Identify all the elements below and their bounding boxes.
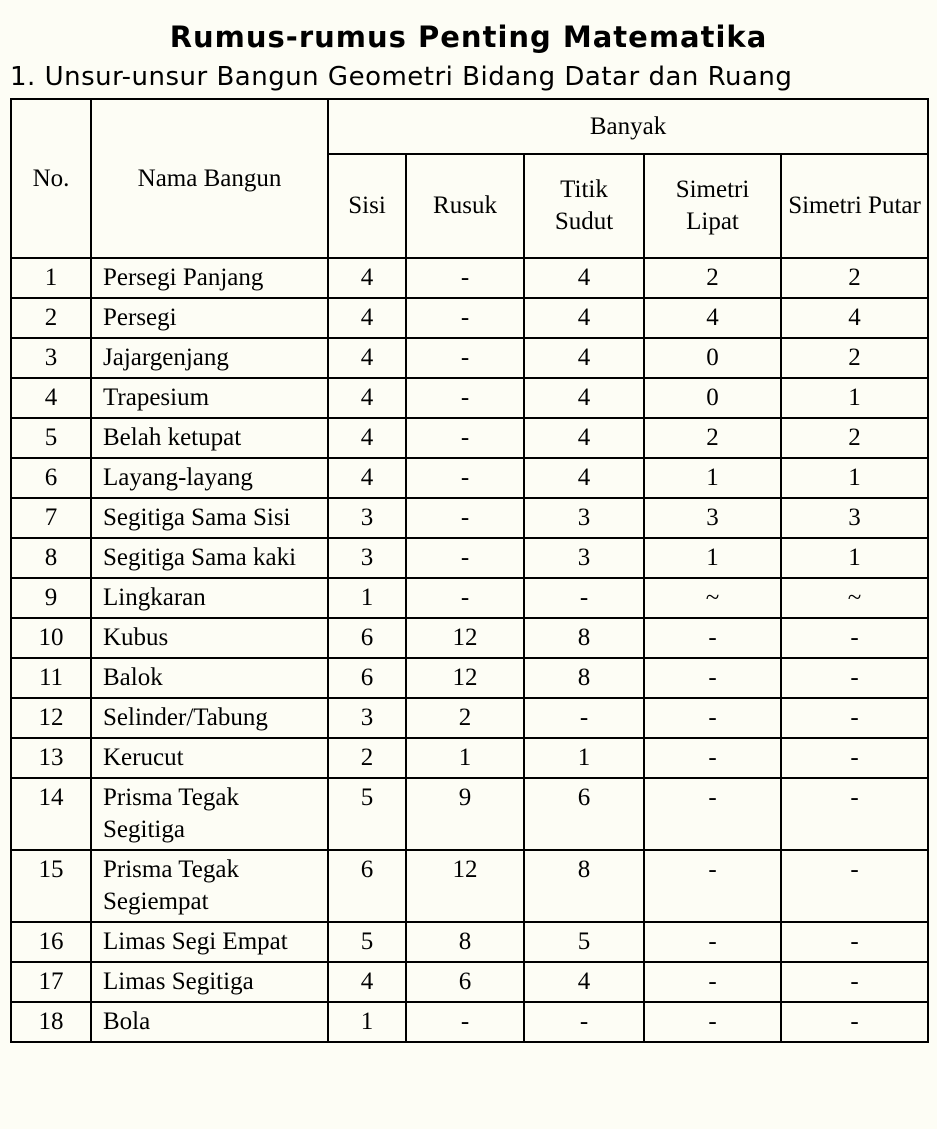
table-row [11,1002,928,1042]
cell-simetri-lipat: ~ [644,578,781,618]
cell-sisi: 4 [328,258,406,298]
cell-simetri-lipat: - [644,618,781,658]
cell-no: 15 [11,850,91,922]
cell-nama-bangun: Kubus [91,618,328,658]
header-nama-bangun: Nama Bangun [91,99,328,258]
cell-titik-sudut: - [524,578,644,618]
cell-simetri-putar: ~ [781,578,928,618]
cell-no: 8 [11,538,91,578]
table-row [11,578,928,618]
cell-simetri-putar: - [781,962,928,1002]
cell-nama-bangun: Bola [91,1002,328,1042]
cell-no: 1 [11,258,91,298]
cell-simetri-lipat: - [644,778,781,850]
cell-no: 2 [11,298,91,338]
cell-no: 18 [11,1002,91,1042]
cell-rusuk: - [406,338,524,378]
cell-rusuk: 8 [406,922,524,962]
cell-nama-bangun: Belah ketupat [91,418,328,458]
cell-simetri-putar: - [781,698,928,738]
cell-simetri-putar: - [781,738,928,778]
cell-rusuk: 12 [406,618,524,658]
cell-simetri-lipat: - [644,850,781,922]
cell-simetri-lipat: - [644,658,781,698]
cell-simetri-putar: 2 [781,418,928,458]
header-banyak: Banyak [328,99,928,154]
cell-nama-bangun: Persegi [91,298,328,338]
cell-simetri-lipat: - [644,738,781,778]
table-header [11,99,928,258]
cell-sisi: 2 [328,738,406,778]
cell-titik-sudut: 8 [524,658,644,698]
cell-nama-bangun: Lingkaran [91,578,328,618]
section-heading: 1. Unsur-unsur Bangun Geometri Bidang Datar dan Ruang [10,62,793,92]
cell-rusuk: 1 [406,738,524,778]
table-row [11,698,928,738]
cell-simetri-putar: 1 [781,538,928,578]
cell-titik-sudut: 4 [524,378,644,418]
cell-no: 14 [11,778,91,850]
cell-sisi: 4 [328,298,406,338]
cell-simetri-lipat: 0 [644,378,781,418]
table-row [11,658,928,698]
cell-simetri-putar: - [781,1002,928,1042]
cell-rusuk: - [406,1002,524,1042]
cell-titik-sudut: - [524,1002,644,1042]
cell-titik-sudut: 4 [524,418,644,458]
cell-titik-sudut: 4 [524,338,644,378]
cell-titik-sudut: 4 [524,258,644,298]
cell-sisi: 3 [328,538,406,578]
cell-rusuk: - [406,578,524,618]
cell-simetri-putar: 1 [781,378,928,418]
cell-simetri-putar: - [781,618,928,658]
cell-rusuk: - [406,538,524,578]
cell-simetri-lipat: - [644,962,781,1002]
cell-sisi: 1 [328,1002,406,1042]
cell-no: 13 [11,738,91,778]
table-row [11,738,928,778]
cell-nama-bangun: Limas Segi Empat [91,922,328,962]
cell-simetri-putar: 4 [781,298,928,338]
cell-titik-sudut: 8 [524,618,644,658]
table-row [11,458,928,498]
cell-simetri-lipat: 2 [644,418,781,458]
cell-rusuk: - [406,378,524,418]
cell-titik-sudut: 4 [524,298,644,338]
cell-nama-bangun: Kerucut [91,738,328,778]
cell-sisi: 6 [328,658,406,698]
header-simetri-lipat: Simetri Lipat [644,154,781,258]
cell-titik-sudut: 5 [524,922,644,962]
cell-rusuk: - [406,418,524,458]
cell-nama-bangun: Limas Segitiga [91,962,328,1002]
cell-nama-bangun: Jajargenjang [91,338,328,378]
table-row [11,378,928,418]
header-rusuk: Rusuk [406,154,524,258]
cell-no: 4 [11,378,91,418]
cell-nama-bangun: Layang-layang [91,458,328,498]
cell-titik-sudut: 8 [524,850,644,922]
table-body [11,258,928,1042]
cell-sisi: 3 [328,498,406,538]
table-row [11,778,928,850]
cell-no: 12 [11,698,91,738]
table-row [11,258,928,298]
cell-rusuk: 12 [406,658,524,698]
cell-simetri-lipat: 1 [644,538,781,578]
cell-simetri-putar: 1 [781,458,928,498]
cell-sisi: 1 [328,578,406,618]
cell-simetri-lipat: 3 [644,498,781,538]
cell-sisi: 6 [328,618,406,658]
cell-sisi: 4 [328,418,406,458]
cell-no: 11 [11,658,91,698]
cell-nama-bangun: Balok [91,658,328,698]
cell-simetri-lipat: - [644,698,781,738]
cell-nama-bangun: Trapesium [91,378,328,418]
cell-rusuk: 6 [406,962,524,1002]
cell-sisi: 6 [328,850,406,922]
page-title: Rumus-rumus Penting Matematika [169,20,768,54]
cell-no: 3 [11,338,91,378]
cell-titik-sudut: 1 [524,738,644,778]
table-row [11,922,928,962]
header-row-top [11,99,928,154]
cell-simetri-putar: - [781,922,928,962]
cell-sisi: 4 [328,378,406,418]
cell-simetri-lipat: 2 [644,258,781,298]
cell-rusuk: - [406,298,524,338]
cell-simetri-putar: - [781,658,928,698]
table-row [11,618,928,658]
cell-simetri-lipat: - [644,922,781,962]
cell-nama-bangun: Selinder/Tabung [91,698,328,738]
cell-simetri-putar: 2 [781,258,928,298]
cell-nama-bangun: Prisma Tegak Segiempat [91,850,328,922]
cell-sisi: 4 [328,338,406,378]
header-sisi: Sisi [328,154,406,258]
cell-no: 16 [11,922,91,962]
geometry-properties-table [10,98,929,1043]
cell-rusuk: 12 [406,850,524,922]
cell-no: 10 [11,618,91,658]
cell-nama-bangun: Segitiga Sama kaki [91,538,328,578]
cell-no: 17 [11,962,91,1002]
cell-no: 5 [11,418,91,458]
cell-simetri-lipat: 1 [644,458,781,498]
cell-no: 7 [11,498,91,538]
cell-simetri-putar: 3 [781,498,928,538]
table-row [11,850,928,922]
cell-titik-sudut: 3 [524,538,644,578]
cell-simetri-putar: 2 [781,338,928,378]
cell-rusuk: 9 [406,778,524,850]
cell-sisi: 4 [328,962,406,1002]
table-row [11,338,928,378]
cell-rusuk: 2 [406,698,524,738]
header-no: No. [11,99,91,258]
table-row [11,418,928,458]
cell-rusuk: - [406,498,524,538]
cell-simetri-lipat: - [644,1002,781,1042]
cell-rusuk: - [406,258,524,298]
cell-nama-bangun: Persegi Panjang [91,258,328,298]
cell-no: 6 [11,458,91,498]
cell-nama-bangun: Segitiga Sama Sisi [91,498,328,538]
cell-rusuk: - [406,458,524,498]
table-row [11,498,928,538]
cell-nama-bangun: Prisma Tegak Segitiga [91,778,328,850]
cell-sisi: 5 [328,778,406,850]
cell-titik-sudut: 4 [524,962,644,1002]
cell-simetri-lipat: 4 [644,298,781,338]
cell-titik-sudut: 3 [524,498,644,538]
cell-titik-sudut: - [524,698,644,738]
header-titik-sudut: Titik Sudut [524,154,644,258]
cell-titik-sudut: 6 [524,778,644,850]
header-simetri-putar: Simetri Putar [781,154,928,258]
table-row [11,538,928,578]
table-row [11,962,928,1002]
table-row [11,298,928,338]
cell-no: 9 [11,578,91,618]
cell-sisi: 4 [328,458,406,498]
cell-simetri-lipat: 0 [644,338,781,378]
cell-titik-sudut: 4 [524,458,644,498]
cell-simetri-putar: - [781,850,928,922]
cell-sisi: 5 [328,922,406,962]
cell-sisi: 3 [328,698,406,738]
cell-simetri-putar: - [781,778,928,850]
